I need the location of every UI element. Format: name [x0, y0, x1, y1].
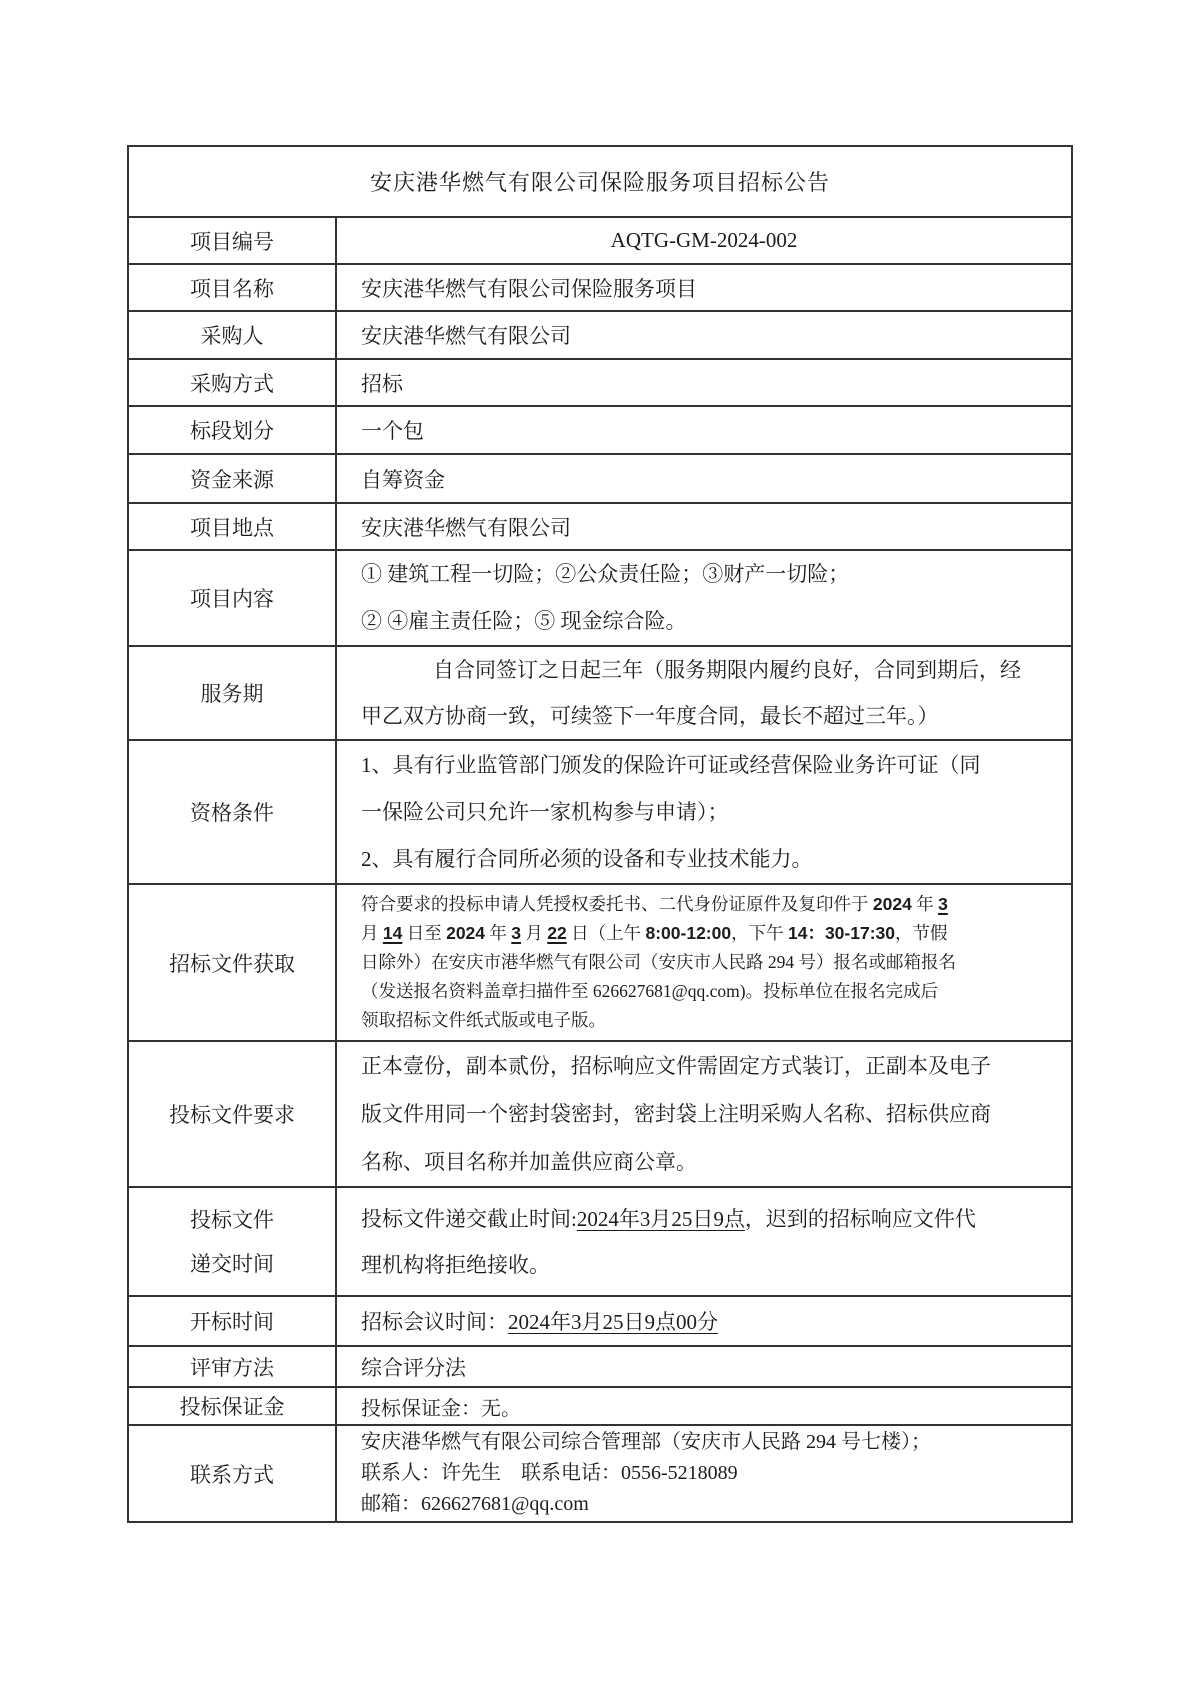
row-label: 服务期	[129, 647, 337, 739]
row-value	[337, 1188, 1071, 1295]
text-line: 投标文件递交截止时间:2024年3月25日9点，迟到的招标响应文件代	[361, 1206, 976, 1231]
row-purchase-method	[129, 358, 1071, 405]
text-line: 2、具有履行合同所必须的设备和专业技术能力。	[361, 846, 813, 871]
row-contact	[129, 1424, 1071, 1521]
row-value: 投标保证金：无。	[361, 1397, 521, 1420]
row-value: 一个包	[361, 419, 424, 443]
row-value	[337, 885, 1071, 1040]
row-value	[337, 551, 1071, 645]
text-line: 日除外）在安庆市港华燃气有限公司（安庆市人民路 294 号）报名或邮箱报名	[361, 952, 956, 972]
row-label-line: 投标文件	[190, 1207, 274, 1232]
row-doc-obtain	[129, 883, 1071, 1040]
row-label: 投标文件要求	[129, 1042, 337, 1186]
row-label	[129, 1188, 337, 1295]
row-project-content	[129, 549, 1071, 645]
text-line: 联系人：许先生 联系电话：0556-5218089	[361, 1462, 738, 1484]
text-line: 1、具有行业监管部门颁发的保险许可证或经营保险业务许可证（同	[361, 752, 981, 777]
row-value: 自筹资金	[361, 467, 445, 492]
text-line: 自合同签订之日起三年（服务期限内履约良好，合同到期后，经	[433, 658, 1021, 682]
row-label: 资金来源	[129, 455, 337, 502]
row-label: 联系方式	[129, 1426, 337, 1521]
row-lot-division	[129, 405, 1071, 453]
row-value	[337, 647, 1071, 739]
row-project-number	[129, 216, 1071, 263]
title-row	[129, 147, 1071, 216]
row-purchaser	[129, 310, 1071, 358]
row-label: 项目编号	[129, 218, 337, 263]
row-value	[337, 1042, 1071, 1186]
row-label: 标段划分	[129, 407, 337, 453]
row-project-name	[129, 263, 1071, 310]
text-line: 甲乙双方协商一致，可续签下一年度合同，最长不超过三年。）	[361, 704, 939, 728]
row-label: 项目名称	[129, 265, 337, 310]
text-line: ② ④雇主责任险；⑤ 现金综合险。	[361, 609, 687, 633]
row-label: 采购方式	[129, 360, 337, 405]
row-label: 评审方法	[129, 1347, 337, 1386]
row-value: 安庆港华燃气有限公司	[361, 324, 571, 348]
row-value: 综合评分法	[361, 1355, 466, 1380]
row-label-line: 递交时间	[190, 1251, 274, 1276]
row-value: AQTG-GM-2024-002	[610, 228, 798, 252]
row-project-location	[129, 502, 1071, 549]
row-value: 安庆港华燃气有限公司保险服务项目	[361, 276, 697, 301]
row-value	[337, 1297, 1071, 1345]
row-value	[337, 1426, 1071, 1521]
row-fund-source	[129, 453, 1071, 502]
text-line: 安庆港华燃气有限公司综合管理部（安庆市人民路 294 号七楼）；	[361, 1431, 931, 1453]
row-label: 资格条件	[129, 741, 337, 883]
text-line: （发送报名资料盖章扫描件至 626627681@qq.com)。投标单位在报名完成后	[361, 981, 939, 1001]
text-line: 邮箱：626627681@qq.com	[361, 1493, 589, 1515]
document-table	[127, 145, 1073, 1523]
text-line: 一保险公司只允许一家机构参与申请）；	[361, 799, 729, 824]
row-label: 采购人	[129, 312, 337, 358]
text-line: 正本壹份，副本贰份，招标响应文件需固定方式装订，正副本及电子	[361, 1054, 991, 1078]
row-value	[337, 741, 1071, 883]
row-value: 招标	[361, 371, 403, 396]
row-label: 投标保证金	[129, 1388, 337, 1424]
page-title: 安庆港华燃气有限公司保险服务项目招标公告	[369, 170, 830, 195]
row-value: 安庆港华燃气有限公司	[361, 515, 571, 540]
row-evaluation-method	[129, 1345, 1071, 1386]
row-submission-deadline	[129, 1186, 1071, 1295]
row-label: 招标文件获取	[129, 885, 337, 1040]
row-label: 项目地点	[129, 504, 337, 549]
row-service-period	[129, 645, 1071, 739]
row-bid-deposit	[129, 1386, 1071, 1424]
text-line: 版文件用同一个密封袋密封，密封袋上注明采购人名称、招标供应商	[361, 1102, 991, 1126]
text-line: 理机构将拒绝接收。	[361, 1252, 550, 1277]
row-opening-time	[129, 1295, 1071, 1345]
text-line: ① 建筑工程一切险；②公众责任险；③财产一切险；	[361, 562, 850, 586]
row-label: 项目内容	[129, 551, 337, 645]
row-qualification	[129, 739, 1071, 883]
text-line: 名称、项目名称并加盖供应商公章。	[361, 1150, 697, 1174]
text-line: 招标会议时间：2024年3月25日9点00分	[361, 1310, 718, 1334]
row-doc-requirements	[129, 1040, 1071, 1186]
text-line: 符合要求的投标申请人凭授权委托书、二代身份证原件及复印件于 2024 年 3	[361, 894, 948, 914]
row-label: 开标时间	[129, 1297, 337, 1345]
text-line: 领取招标文件纸式版或电子版。	[361, 1010, 606, 1030]
text-line: 月 14 日至 2024 年 3 月 22 日（上午 8:00-12:00，下午 14：30-17:30，节假	[361, 923, 948, 943]
